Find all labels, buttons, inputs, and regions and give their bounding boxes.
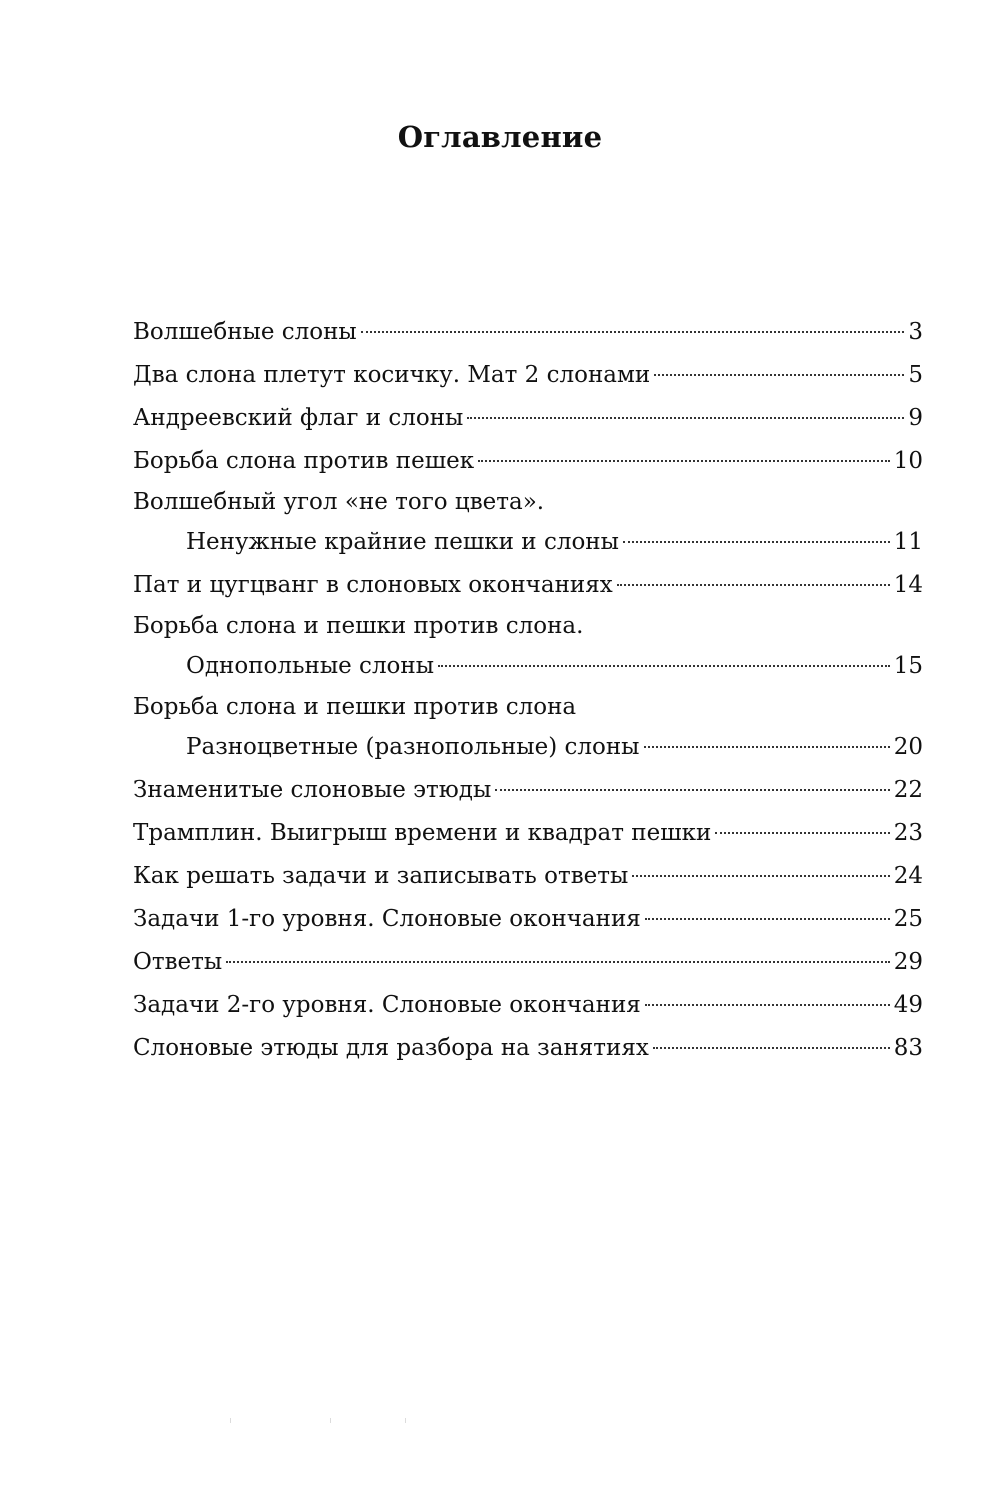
toc-page-number: 29 (893, 949, 923, 975)
toc-entry[interactable] (133, 1027, 923, 1070)
toc-page-number: 14 (893, 572, 923, 598)
toc-line (133, 440, 923, 483)
toc-line (133, 1027, 923, 1070)
toc-page-number: 22 (893, 777, 923, 803)
toc-entry-title: Волшебные слоны (133, 319, 357, 345)
toc-line (133, 812, 923, 855)
toc-page-number: 10 (893, 448, 923, 474)
toc-entry[interactable] (133, 564, 923, 607)
toc-line (133, 564, 923, 607)
toc-page-number: 15 (893, 653, 923, 679)
scan-marks (230, 1418, 430, 1424)
toc-entry[interactable] (133, 855, 923, 898)
dot-leader (632, 875, 889, 877)
table-of-contents (133, 311, 923, 1070)
dot-leader (653, 1047, 890, 1049)
toc-entry-first-line: Волшебный угол «не того цвета». (133, 489, 545, 515)
toc-entry-multiline[interactable] (133, 607, 923, 688)
toc-line (133, 311, 923, 354)
dot-leader (645, 918, 890, 920)
toc-page-number: 25 (893, 906, 923, 932)
toc-entry-title: Борьба слона против пешек (133, 448, 475, 474)
toc-page-number: 83 (893, 1035, 923, 1061)
toc-entry-title: Задачи 2-го уровня. Слоновые окончания (133, 992, 641, 1018)
toc-entry[interactable] (133, 311, 923, 354)
toc-entry-title: Как решать задачи и записывать ответы (133, 863, 629, 889)
toc-entry[interactable] (133, 354, 923, 397)
toc-page-number: 3 (908, 319, 923, 345)
toc-entry-title: Однопольные слоны (186, 653, 435, 679)
toc-entry-multiline[interactable] (133, 688, 923, 769)
toc-entry[interactable] (133, 812, 923, 855)
dot-leader (654, 374, 904, 376)
toc-entry-title: Ненужные крайние пешки и слоны (186, 529, 619, 555)
dot-leader (644, 746, 890, 748)
toc-entry-title: Знаменитые слоновые этюды (133, 777, 492, 803)
toc-entry-title: Ответы (133, 949, 223, 975)
toc-page-number: 5 (908, 362, 923, 388)
toc-entry-first-line: Борьба слона и пешки против слона (133, 694, 577, 720)
toc-page-number: 49 (893, 992, 923, 1018)
toc-line (133, 645, 923, 688)
toc-entry[interactable] (133, 769, 923, 812)
dot-leader (478, 460, 890, 462)
toc-line (133, 984, 923, 1027)
toc-entry-title: Разноцветные (разнопольные) слоны (186, 734, 640, 760)
dot-leader (645, 1004, 890, 1006)
toc-entry-title: Два слона плетут косичку. Мат 2 слонами (133, 362, 651, 388)
scan-mark (405, 1418, 406, 1423)
toc-line (133, 521, 923, 564)
toc-entry-title: Андреевский флаг и слоны (133, 405, 464, 431)
toc-page-number: 23 (893, 820, 923, 846)
toc-entry-title: Задачи 1-го уровня. Слоновые окончания (133, 906, 641, 932)
toc-entry[interactable] (133, 397, 923, 440)
toc-page-number: 11 (893, 529, 923, 555)
toc-line (133, 855, 923, 898)
dot-leader (623, 541, 890, 543)
dot-leader (438, 665, 890, 667)
page-title: Оглавление (397, 120, 603, 155)
dot-leader (715, 832, 889, 834)
toc-line (133, 941, 923, 984)
toc-entry[interactable] (133, 440, 923, 483)
toc-page-number: 9 (908, 405, 923, 431)
toc-entry-multiline[interactable] (133, 483, 923, 564)
dot-leader (495, 789, 889, 791)
toc-entry[interactable] (133, 898, 923, 941)
scan-mark (230, 1418, 231, 1423)
toc-page-number: 20 (893, 734, 923, 760)
dot-leader (467, 417, 904, 419)
toc-line (133, 769, 923, 812)
scan-mark (330, 1418, 331, 1423)
toc-line (133, 397, 923, 440)
dot-leader (226, 961, 890, 963)
toc-line (133, 354, 923, 397)
toc-entry-title: Пат и цугцванг в слоновых окончаниях (133, 572, 613, 598)
toc-entry-title: Слоновые этюды для разбора на занятиях (133, 1035, 649, 1061)
toc-page-number: 24 (893, 863, 923, 889)
toc-line (133, 726, 923, 769)
dot-leader (361, 331, 905, 333)
toc-entry[interactable] (133, 984, 923, 1027)
toc-entry[interactable] (133, 941, 923, 984)
toc-entry-title: Трамплин. Выигрыш времени и квадрат пешки (133, 820, 712, 846)
toc-line (133, 898, 923, 941)
dot-leader (617, 584, 890, 586)
toc-entry-first-line: Борьба слона и пешки против слона. (133, 613, 584, 639)
